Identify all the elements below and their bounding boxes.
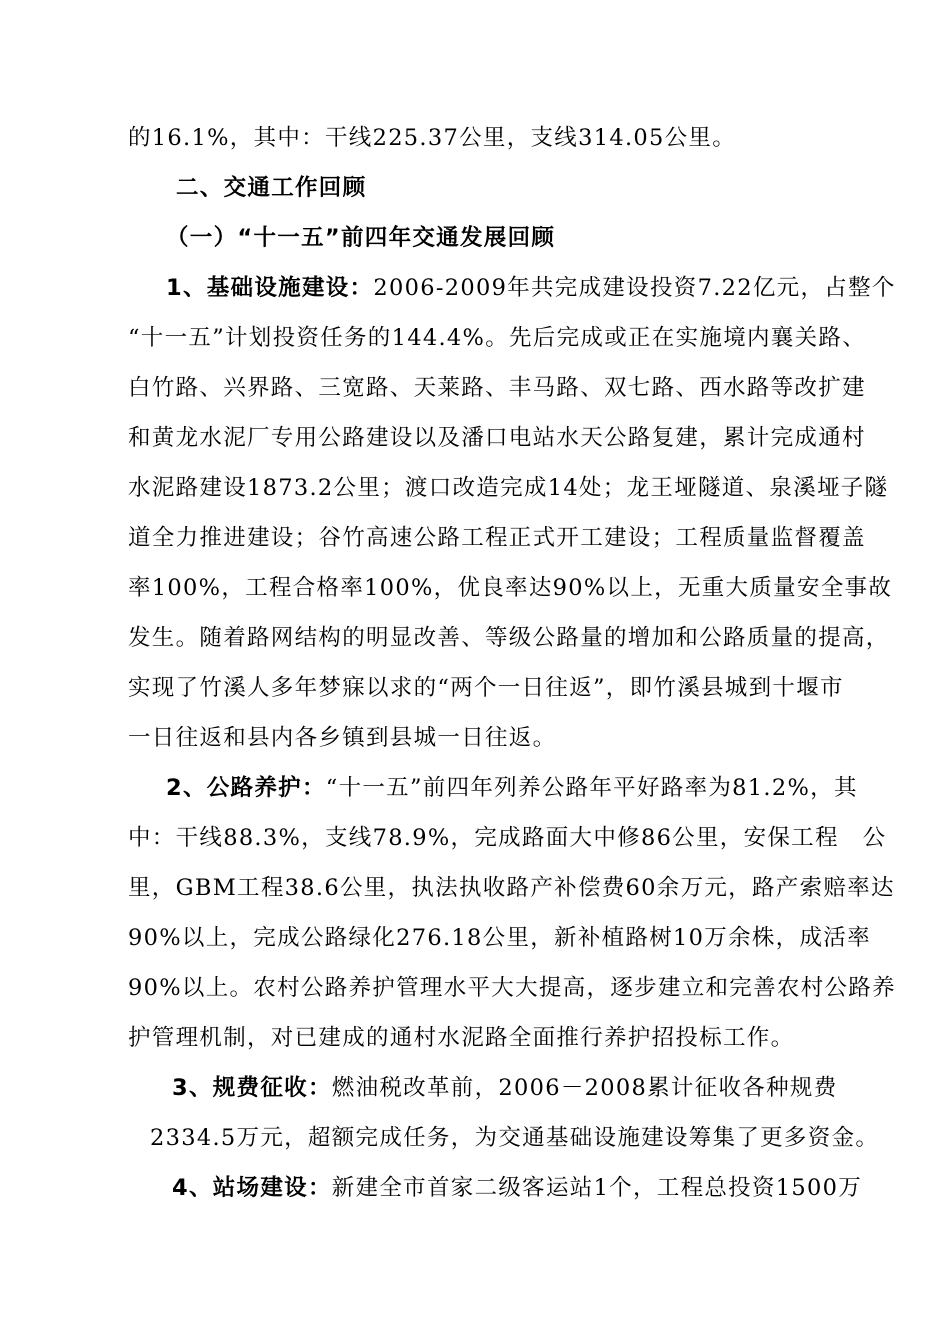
paragraph-line (166, 773, 858, 803)
item-text: 2006-2009年共完成建设投资7.22亿元，占整个 (373, 275, 896, 301)
item-heading: 4、站场建设： (172, 1175, 332, 1201)
item-heading: 3、规费征收： (172, 1075, 332, 1101)
paragraph-line (172, 1073, 838, 1103)
body-line: 90%以上。农村公路养护管理水平大大提高，逐步建立和完善农村公路养 (128, 975, 896, 1001)
body-line: 率100%，工程合格率100%，优良率达90%以上，无重大质量安全事故 (128, 575, 893, 601)
item-heading: 2、公路养护： (166, 775, 326, 801)
body-line: 道全力推进建设；谷竹高速公路工程正式开工建设；工程质量监督覆盖 (128, 525, 866, 551)
body-line: 里，GBM工程38.6公里，执法执收路产补偿费60余万元，路产索赔率达 (128, 875, 895, 901)
subsection-heading: （一）“十一五”前四年交通发展回顾 (166, 225, 556, 251)
section-heading: 二、交通工作回顾 (176, 175, 367, 201)
body-line: 的16.1%，其中：干线225.37公里，支线314.05公里。 (128, 125, 737, 151)
item-text: 燃油税改革前，2006－2008累计征收各种规费 (331, 1075, 838, 1101)
body-line: 2334.5万元，超额完成任务，为交通基础设施建设筹集了更多资金。 (150, 1125, 880, 1151)
body-line: 白竹路、兴界路、三宽路、天莱路、丰马路、双七路、西水路等改扩建 (128, 375, 866, 401)
body-line: 一日往返和县内各乡镇到县城一日往返。 (128, 725, 557, 751)
item-text: 新建全市首家二级客运站1个，工程总投资1500万 (331, 1175, 863, 1201)
item-text: “十一五”前四年列养公路年平好路率为81.2%，其 (325, 775, 858, 801)
body-line: 中：干线88.3%，支线78.9%，完成路面大中修86公里，安保工程 公 (128, 825, 887, 851)
paragraph-line (166, 273, 896, 303)
body-line: 90%以上，完成公路绿化276.18公里，新补植路树10万余株，成活率 (128, 925, 871, 951)
paragraph-line (172, 1173, 862, 1203)
body-line: 发生。随着路网结构的明显改善、等级公路量的增加和公路质量的提高， (128, 625, 890, 651)
body-line: “十一五”计划投资任务的144.4%。先后完成或正在实施境内襄关路、 (128, 325, 866, 351)
item-heading: 1、基础设施建设： (166, 275, 374, 301)
body-line: 水泥路建设1873.2公里；渡口改造完成14处；龙王垭隧道、泉溪垭子隧 (128, 475, 889, 501)
body-line: 和黄龙水泥厂专用公路建设以及潘口电站水天公路复建，累计完成通村 (128, 425, 866, 451)
body-line: 护管理机制，对已建成的通村水泥路全面推行养护招投标工作。 (128, 1025, 795, 1051)
body-line: 实现了竹溪人多年梦寐以求的“两个一日往返”，即竹溪县城到十堰市 (128, 675, 844, 701)
